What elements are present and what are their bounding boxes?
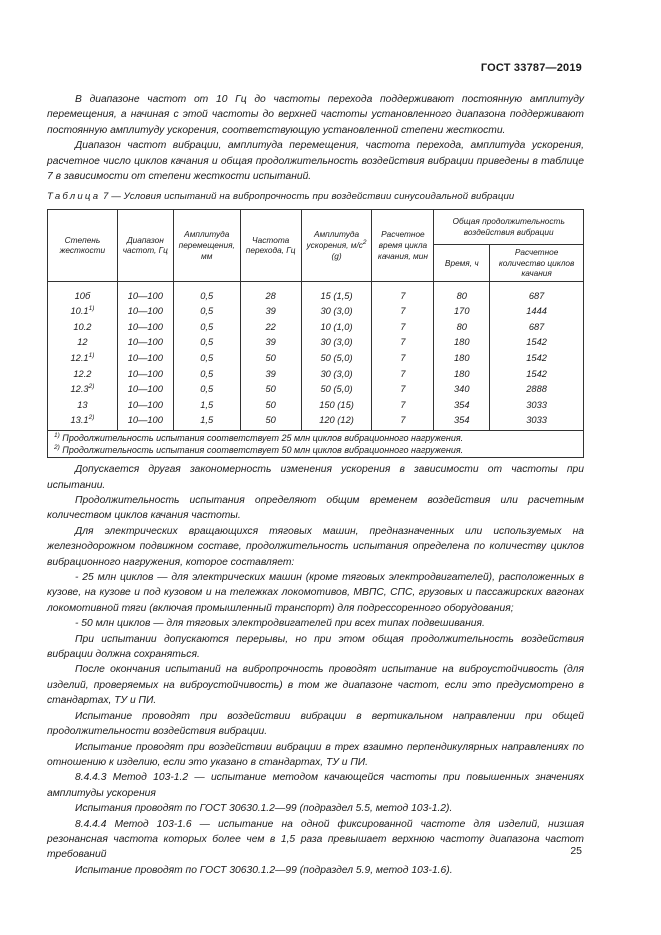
cell-transition-value: 39: [265, 368, 276, 379]
body-paragraph: 8.4.4.3 Метод 103-1.2 — испытание методом качающейся частоты при повышенных значениях амплитуды ускорения: [47, 772, 584, 799]
cell-freq-range-value: 10—100: [127, 321, 163, 332]
page-content: [47, 92, 584, 878]
cell-transition-value: 39: [265, 306, 276, 317]
table-row: [48, 397, 584, 413]
cell-displacement: [173, 397, 240, 413]
cell-severity: [48, 366, 118, 382]
cell-severity-value: 10.2: [73, 321, 92, 332]
cell-acceleration-value: 30 (3,0): [320, 306, 353, 317]
body-text: [47, 462, 584, 878]
cell-transition-value: 50: [265, 384, 276, 395]
cell-cycle-time: [372, 319, 434, 335]
cell-freq-range: [117, 413, 173, 431]
cell-time: [434, 281, 490, 303]
cell-cycle-time: [372, 366, 434, 382]
table-row: [48, 281, 584, 303]
footnote-ref: 2): [88, 414, 95, 422]
header-total-group: Общая продолжительность воздействия вибрации: [434, 209, 584, 244]
cell-acceleration: [301, 366, 372, 382]
header-acceleration-unit: (g): [331, 250, 342, 261]
cell-transition: [240, 281, 301, 303]
table-row: [48, 366, 584, 382]
cell-time-value: 354: [454, 415, 470, 426]
page-number: 25: [570, 845, 582, 857]
header-displacement: Амплитуда перемещения, мм: [173, 209, 240, 281]
footnote: [54, 432, 579, 444]
cell-severity: [48, 413, 118, 431]
header-transition: Частота перехода, Гц: [240, 209, 301, 281]
cell-severity-value: 12.2: [73, 368, 92, 379]
cell-freq-range-value: 10—100: [127, 399, 163, 410]
cell-freq-range-value: 10—100: [127, 353, 163, 364]
cell-cycle-time-value: 7: [400, 399, 406, 410]
cell-cycle-time-value: 7: [400, 290, 406, 301]
body-paragraph: Испытание проводят по ГОСТ 30630.1.2—99 (подраздел 5.9, метод 103-1.6).: [75, 864, 453, 876]
cell-transition-value: 50: [265, 415, 276, 426]
header-freq-range: Диапазон частот, Гц: [117, 209, 173, 281]
body-paragraph: Для электрических вращающихся тяговых машин, предназначенных или используемых на железнодорожном подвижном составе, продолжительность испытания определена по количеству циклов вибрационного нагружения, которое составляет:: [47, 525, 584, 568]
footnote-ref: 1): [88, 305, 95, 313]
cell-time: [434, 319, 490, 335]
cell-cycle-time-value: 7: [400, 415, 406, 426]
body-paragraph: При испытании допускаются перерывы, но при этом общая продолжительность воздействия вибрации должна сохраняться.: [47, 633, 584, 661]
cell-acceleration: [301, 319, 372, 335]
table-row: [48, 350, 584, 366]
table-row: [48, 335, 584, 351]
header-cycle-time: Расчетное время цикла качания, мин: [372, 209, 434, 281]
cell-cycles: [490, 281, 584, 303]
cell-acceleration: [301, 381, 372, 397]
table-row: [48, 381, 584, 397]
footnote: [54, 444, 579, 456]
cell-transition-value: 39: [265, 337, 276, 348]
cell-cycles-value: 1444: [526, 306, 547, 317]
cell-displacement-value: 0,5: [200, 306, 214, 317]
cell-acceleration: [301, 303, 372, 319]
cell-displacement-value: 0,5: [200, 353, 214, 364]
cell-time: [434, 350, 490, 366]
cell-displacement-value: 0,5: [200, 337, 214, 348]
cell-severity-value: 10.1: [70, 306, 89, 317]
cell-displacement: [173, 319, 240, 335]
cell-cycle-time-value: 7: [400, 353, 406, 364]
cell-displacement: [173, 335, 240, 351]
cell-cycles: [490, 381, 584, 397]
body-paragraph: Допускается другая закономерность изменения ускорения в зависимости от частоты при испытании.: [47, 464, 584, 491]
cell-transition: [240, 381, 301, 397]
cell-cycles-value: 2888: [526, 384, 547, 395]
cell-acceleration-value: 15 (1,5): [320, 290, 353, 301]
cell-severity: [48, 397, 118, 413]
cell-cycles: [490, 335, 584, 351]
cell-cycles-value: 3033: [526, 415, 547, 426]
cell-displacement: [173, 381, 240, 397]
table-body: [48, 281, 584, 430]
cell-time: [434, 335, 490, 351]
cell-severity-value: 12: [77, 337, 88, 348]
cell-displacement-value: 0,5: [200, 384, 214, 395]
cell-freq-range: [117, 335, 173, 351]
cell-time-value: 354: [454, 399, 470, 410]
cell-acceleration-value: 150 (15): [319, 399, 354, 410]
cell-cycle-time-value: 7: [400, 368, 406, 379]
cell-time-value: 80: [456, 290, 467, 301]
table-caption: [47, 189, 584, 204]
cell-cycles: [490, 319, 584, 335]
cell-acceleration-value: 10 (1,0): [320, 321, 353, 332]
cell-severity: [48, 335, 118, 351]
cell-time: [434, 381, 490, 397]
cell-time-value: 180: [454, 353, 470, 364]
cell-cycle-time: [372, 413, 434, 431]
cell-acceleration: [301, 281, 372, 303]
cell-freq-range-value: 10—100: [127, 384, 163, 395]
cell-cycle-time-value: 7: [400, 321, 406, 332]
cell-cycle-time: [372, 397, 434, 413]
body-paragraph: - 25 млн циклов — для электрических машин (кроме тяговых электродвигателей), расположенных в кузове, на кузове и под кузовом и на тележках локомотивов, МВПС, СПС, грузовых и пассажирских вагонах локомотивной тяги (включая промышленный транспорт) для подрессоренного оборудования;: [47, 572, 584, 614]
footnote-text: Продолжительность испытания соответствует 50 млн циклов вибрационного нагружения.: [62, 445, 464, 456]
header-cycles: Расчетное количество циклов качания: [490, 244, 584, 281]
cell-acceleration: [301, 350, 372, 366]
cell-cycles: [490, 350, 584, 366]
document-code: ГОСТ 33787—2019: [480, 62, 582, 74]
cell-freq-range-value: 10—100: [127, 415, 163, 426]
table-row: [48, 303, 584, 319]
cell-displacement-value: 1,5: [200, 415, 214, 426]
cell-freq-range: [117, 319, 173, 335]
cell-displacement: [173, 366, 240, 382]
table-caption-text: 7 — Условия испытаний на вибропрочность при воздействии синусоидальной вибрации: [103, 191, 515, 203]
cell-freq-range: [117, 366, 173, 382]
cell-freq-range: [117, 350, 173, 366]
cell-time: [434, 413, 490, 431]
footnote-ref: 2): [88, 383, 95, 391]
body-paragraph: - 50 млн циклов — для тяговых электродвигателей при всех типах подвешивания.: [75, 618, 485, 630]
cell-cycles-value: 1542: [526, 353, 547, 364]
cell-time-value: 170: [454, 306, 470, 317]
cell-transition-value: 50: [265, 399, 276, 410]
cell-displacement: [173, 413, 240, 431]
header-acceleration: Амплитуда ускорения, $м/с^2$ (g): [301, 209, 372, 281]
cell-cycles: [490, 413, 584, 431]
cell-severity: [48, 303, 118, 319]
footnote-text: Продолжительность испытания соответствует 25 млн циклов вибрационного нагружения.: [62, 433, 464, 444]
body-paragraph: 8.4.4.4 Метод 103-1.6 — испытание на одной фиксированной частоте для изделий, низшая резонансная частота которых более чем в 1,5 раза превышает верхнюю частоту диапазона частот требований: [47, 818, 584, 861]
cell-severity-value: 12.3: [70, 384, 89, 395]
cell-time-value: 180: [454, 368, 470, 379]
cell-displacement-value: 0,5: [200, 368, 214, 379]
cell-time: [434, 366, 490, 382]
cell-time-value: 180: [454, 337, 470, 348]
intro-paragraph: Диапазон частот вибрации, амплитуда перемещения, частота перехода, амплитуда ускорения, расчетное число циклов качания и общая продолжительность воздействия вибрации приведены в таблице 7 в зависимости от степени жесткости испытаний.: [47, 140, 584, 183]
cell-severity: [48, 350, 118, 366]
cell-time-value: 80: [456, 321, 467, 332]
cell-cycles: [490, 397, 584, 413]
cell-cycles-value: 1542: [526, 337, 547, 348]
body-paragraph: Продолжительность испытания определяют общим временем воздействия или расчетным количеством циклов качания частоты.: [47, 495, 584, 522]
cell-cycles: [490, 303, 584, 319]
cell-cycles-value: 687: [528, 321, 545, 332]
table-footnotes: [48, 431, 584, 458]
header-severity: Степень жесткости: [48, 209, 118, 281]
cell-freq-range: [117, 303, 173, 319]
cell-cycles-value: 1542: [526, 368, 547, 379]
cell-severity-value: 13.1: [70, 415, 89, 426]
cell-cycle-time-value: 7: [400, 306, 406, 317]
cell-displacement: [173, 303, 240, 319]
cell-cycle-time: [372, 335, 434, 351]
footnote-mark: 2): [54, 444, 60, 452]
cell-cycles-value: 687: [528, 290, 545, 301]
table-row: [48, 319, 584, 335]
cell-transition: [240, 350, 301, 366]
intro-paragraph: В диапазоне частот от 10 Гц до частоты перехода поддерживают постоянную амплитуду перемещения, а начиная с этой частоты до верхней частоты установленного диапазона поддерживают постоянную амплитуду ускорения, соответствующую установленной степени жесткости.: [47, 94, 584, 136]
cell-transition: [240, 303, 301, 319]
cell-freq-range-value: 10—100: [127, 368, 163, 379]
footnote-mark: 1): [54, 432, 60, 440]
cell-transition: [240, 366, 301, 382]
cell-severity: [48, 319, 118, 335]
cell-freq-range: [117, 281, 173, 303]
vibration-test-table: [47, 209, 584, 458]
cell-severity-value: 10б: [74, 290, 91, 301]
cell-severity-value: 13: [77, 399, 88, 410]
table-row: [48, 413, 584, 431]
cell-acceleration: [301, 397, 372, 413]
body-paragraph: Испытание проводят при воздействии вибрации в вертикальном направлении при общей продолжительности воздействия вибрации.: [47, 710, 584, 738]
cell-freq-range-value: 10—100: [127, 306, 163, 317]
body-paragraph: Испытание проводят при воздействии вибрации в трех взаимно перпендикулярных направлениях по отношению к изделию, если это указано в стандартах, ТУ и ПИ.: [47, 741, 584, 768]
cell-severity-value: 12.1: [70, 353, 89, 364]
cell-acceleration-value: 30 (3,0): [320, 368, 353, 379]
table-caption-label: Таблица: [47, 191, 101, 203]
cell-cycle-time: [372, 281, 434, 303]
cell-cycle-time: [372, 350, 434, 366]
cell-freq-range: [117, 381, 173, 397]
cell-transition-value: 50: [265, 353, 276, 364]
header-acceleration-text: Амплитуда ускорения, м/с: [306, 229, 363, 251]
cell-acceleration: [301, 335, 372, 351]
footnote-ref: 1): [88, 352, 95, 360]
cell-acceleration-value: 30 (3,0): [320, 337, 353, 348]
cell-acceleration: [301, 413, 372, 431]
cell-displacement-value: 0,5: [200, 321, 214, 332]
cell-cycles-value: 3033: [526, 399, 547, 410]
cell-transition: [240, 319, 301, 335]
cell-freq-range-value: 10—100: [127, 290, 163, 301]
cell-transition: [240, 413, 301, 431]
cell-transition-value: 22: [265, 321, 276, 332]
cell-cycles: [490, 366, 584, 382]
body-paragraph: Испытания проводят по ГОСТ 30630.1.2—99 (подраздел 5.5, метод 103-1.2).: [75, 803, 453, 815]
cell-displacement: [173, 281, 240, 303]
cell-freq-range-value: 10—100: [127, 337, 163, 348]
cell-acceleration-value: 50 (5,0): [320, 384, 353, 395]
cell-cycle-time-value: 7: [400, 337, 406, 348]
cell-transition: [240, 335, 301, 351]
cell-transition: [240, 397, 301, 413]
cell-displacement-value: 1,5: [200, 399, 214, 410]
cell-displacement-value: 0,5: [200, 290, 214, 301]
cell-acceleration-value: 120 (12): [319, 415, 354, 426]
cell-severity: [48, 281, 118, 303]
header-time: Время, ч: [434, 244, 490, 281]
cell-acceleration-value: 50 (5,0): [320, 353, 353, 364]
cell-severity: [48, 381, 118, 397]
cell-cycle-time: [372, 381, 434, 397]
cell-time: [434, 303, 490, 319]
cell-freq-range: [117, 397, 173, 413]
cell-cycle-time-value: 7: [400, 384, 406, 395]
body-paragraph: После окончания испытаний на вибропрочность проводят испытание на виброустойчивость (для изделий, проверяемых на виброустойчивость) в том же диапазоне частот, если это предусмотрено в стандартах, ТУ и ПИ.: [47, 664, 584, 707]
table-footnote-cell: [48, 431, 584, 458]
cell-time: [434, 397, 490, 413]
cell-cycle-time: [372, 303, 434, 319]
cell-displacement: [173, 350, 240, 366]
cell-time-value: 340: [454, 384, 470, 395]
cell-transition-value: 28: [265, 290, 276, 301]
